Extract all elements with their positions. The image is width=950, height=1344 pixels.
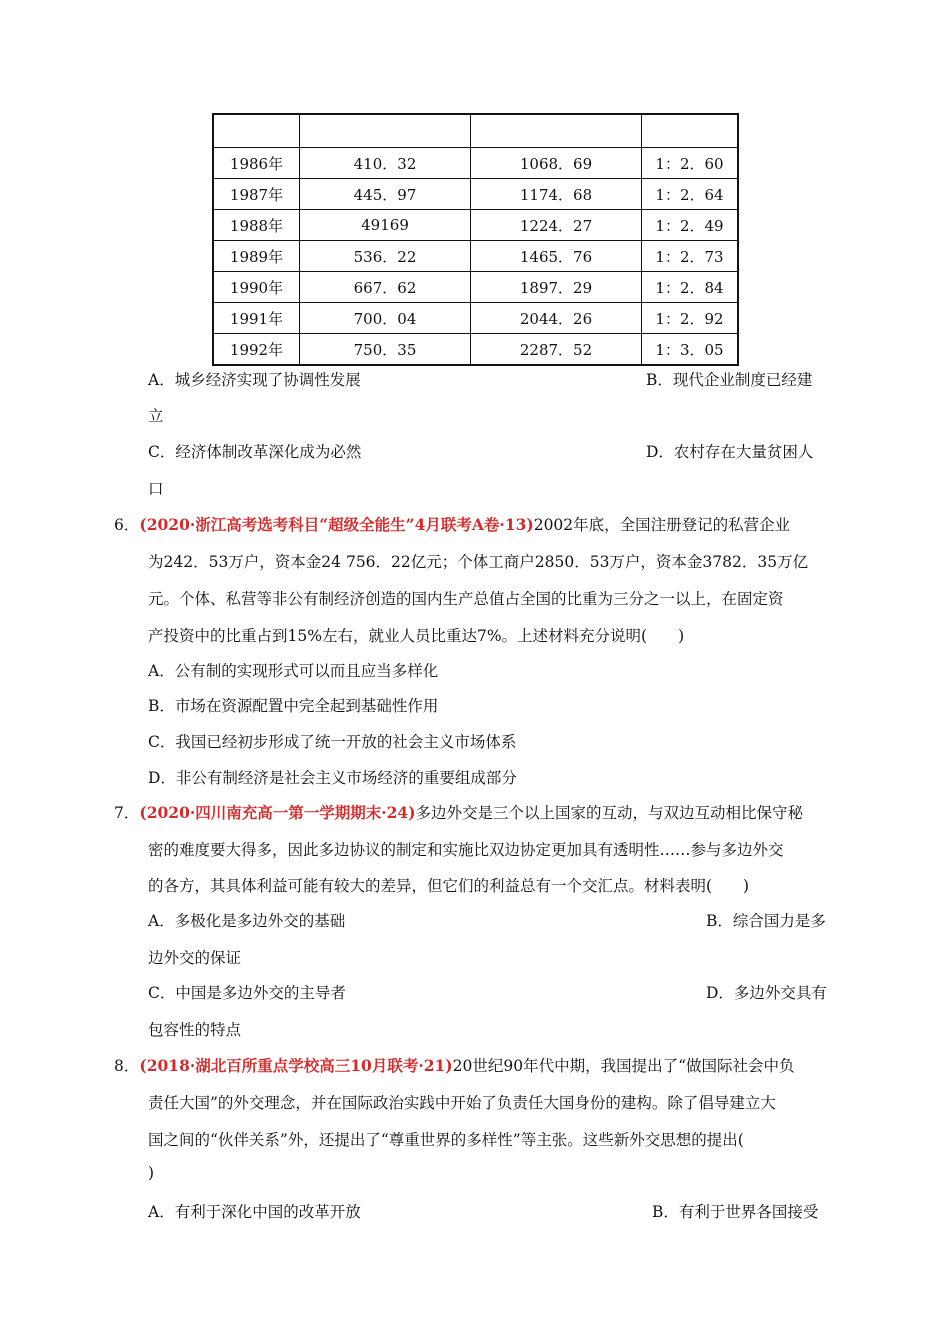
table-header-row (213, 114, 738, 148)
ratio-cell: 1：2．73 (642, 241, 739, 272)
year-cell: 1992年 (213, 334, 300, 366)
q7-source: (2020·四川南充高一第一学期期末·24) (139, 803, 416, 822)
year-cell: 1991年 (213, 303, 300, 334)
income-table (212, 113, 739, 366)
ratio-cell: 1：3．05 (642, 334, 739, 366)
table-row (213, 334, 738, 366)
q8-option-a: A．有利于深化中国的改革开放 (148, 1203, 361, 1221)
q5-option-b: B．现代企业制度已经建 (646, 371, 813, 389)
header-cell (300, 114, 471, 148)
q6-source: (2020·浙江高考选考科目“超级全能生”4月联考A卷·13) (139, 515, 534, 534)
urban-cell: 2044．26 (471, 303, 642, 334)
rural-cell: 667．62 (300, 272, 471, 303)
urban-cell: 2287．52 (471, 334, 642, 366)
ratio-cell: 1：2．92 (642, 303, 739, 334)
q7-option-a: A．多极化是多边外交的基础 (148, 912, 346, 930)
ratio-cell: 1：2．84 (642, 272, 739, 303)
q5-option-b-wrap: 立 (148, 407, 164, 425)
q5-option-a: A．城乡经济实现了协调性发展 (148, 371, 361, 389)
q6-stem-line-3: 元。个体、私营等非公有制经济创造的国内生产总值占全国的比重为三分之一以上，在固定资 (148, 590, 784, 608)
q7-option-d-wrap: 包容性的特点 (148, 1021, 242, 1039)
ratio-cell: 1：2．64 (642, 179, 739, 210)
q7-number: 7． (114, 804, 140, 822)
urban-cell: 1174．68 (471, 179, 642, 210)
rural-cell: 410．32 (300, 148, 471, 179)
table-row (213, 210, 738, 241)
q6-stem-line-1 (114, 513, 790, 535)
q6-option-d: D．非公有制经济是社会主义市场经济的重要组成部分 (148, 769, 517, 787)
q8-stem-line-1 (114, 1054, 795, 1076)
q8-option-b: B．有利于世界各国接受 (652, 1203, 819, 1221)
year-cell: 1988年 (213, 210, 300, 241)
q6-option-c: C．我国已经初步形成了统一开放的社会主义市场体系 (148, 733, 517, 751)
q5-option-c: C．经济体制改革深化成为必然 (148, 443, 362, 461)
q7-option-b: B．综合国力是多 (706, 912, 826, 930)
year-cell: 1987年 (213, 179, 300, 210)
year-cell: 1989年 (213, 241, 300, 272)
q6-option-a: A．公有制的实现形式可以而且应当多样化 (148, 662, 439, 680)
rural-cell: 445．97 (300, 179, 471, 210)
table-row (213, 179, 738, 210)
rural-cell: 700．04 (300, 303, 471, 334)
q8-number: 8． (114, 1057, 140, 1075)
urban-cell: 1897．29 (471, 272, 642, 303)
urban-cell: 1068．69 (471, 148, 642, 179)
ratio-cell: 1：2．60 (642, 148, 739, 179)
table-row (213, 148, 738, 179)
urban-cell: 1465．76 (471, 241, 642, 272)
q8-stem-line-2: 责任大国”的外交理念，并在国际政治实践中开始了负责任大国身份的建构。除了倡导建立大 (148, 1094, 776, 1112)
q7-option-b-wrap: 边外交的保证 (148, 949, 242, 967)
q6-option-b: B．市场在资源配置中完全起到基础性作用 (148, 697, 439, 715)
year-cell: 1990年 (213, 272, 300, 303)
q8-stem-line-3: 国之间的“伙伴关系”外，还提出了“尊重世界的多样性”等主张。这些新外交思想的提出( (148, 1131, 744, 1149)
q7-stem-line-3: 的各方，其具体利益可能有较大的差异，但它们的利益总有一个交汇点。材料表明( ) (148, 877, 750, 895)
urban-cell: 1224．27 (471, 210, 642, 241)
q6-stem-line-4: 产投资中的比重占到15%左右，就业人员比重达7%。上述材料充分说明( ) (148, 627, 685, 645)
q5-option-d-wrap: 口 (148, 480, 164, 498)
table-row (213, 272, 738, 303)
header-cell (471, 114, 642, 148)
ratio-cell: 1：2．49 (642, 210, 739, 241)
header-cell (642, 114, 739, 148)
q7-option-c: C．中国是多边外交的主导者 (148, 984, 346, 1002)
q6-number: 6． (114, 516, 140, 534)
q8-text: 20世纪90年代中期，我国提出了“做国际社会中负 (452, 1057, 795, 1075)
header-cell (213, 114, 300, 148)
rural-cell: 536．22 (300, 241, 471, 272)
q6-stem-line-2: 为242．53万户，资本金24 756．22亿元；个体工商户2850．53万户，资本金3782．35万亿 (148, 553, 809, 571)
q7-option-d: D．多边外交具有 (706, 984, 827, 1002)
q7-stem-line-1 (114, 801, 803, 823)
q7-stem-line-2: 密的难度要大得多，因此多边协议的制定和实施比双边协定更加具有透明性……参与多边外交 (148, 841, 784, 859)
q6-text: 2002年底，全国注册登记的私营企业 (533, 516, 791, 534)
q8-source: (2018·湖北百所重点学校高三10月联考·21) (139, 1056, 453, 1075)
table-row (213, 303, 738, 334)
rural-cell: 49169 (300, 210, 471, 241)
rural-cell: 750．35 (300, 334, 471, 366)
q8-stem-line-4: ) (148, 1164, 155, 1182)
year-cell: 1986年 (213, 148, 300, 179)
q5-option-d: D．农村存在大量贫困人 (646, 443, 814, 461)
q7-text: 多边外交是三个以上国家的互动，与双边互动相比保守秘 (415, 804, 804, 822)
table-row (213, 241, 738, 272)
